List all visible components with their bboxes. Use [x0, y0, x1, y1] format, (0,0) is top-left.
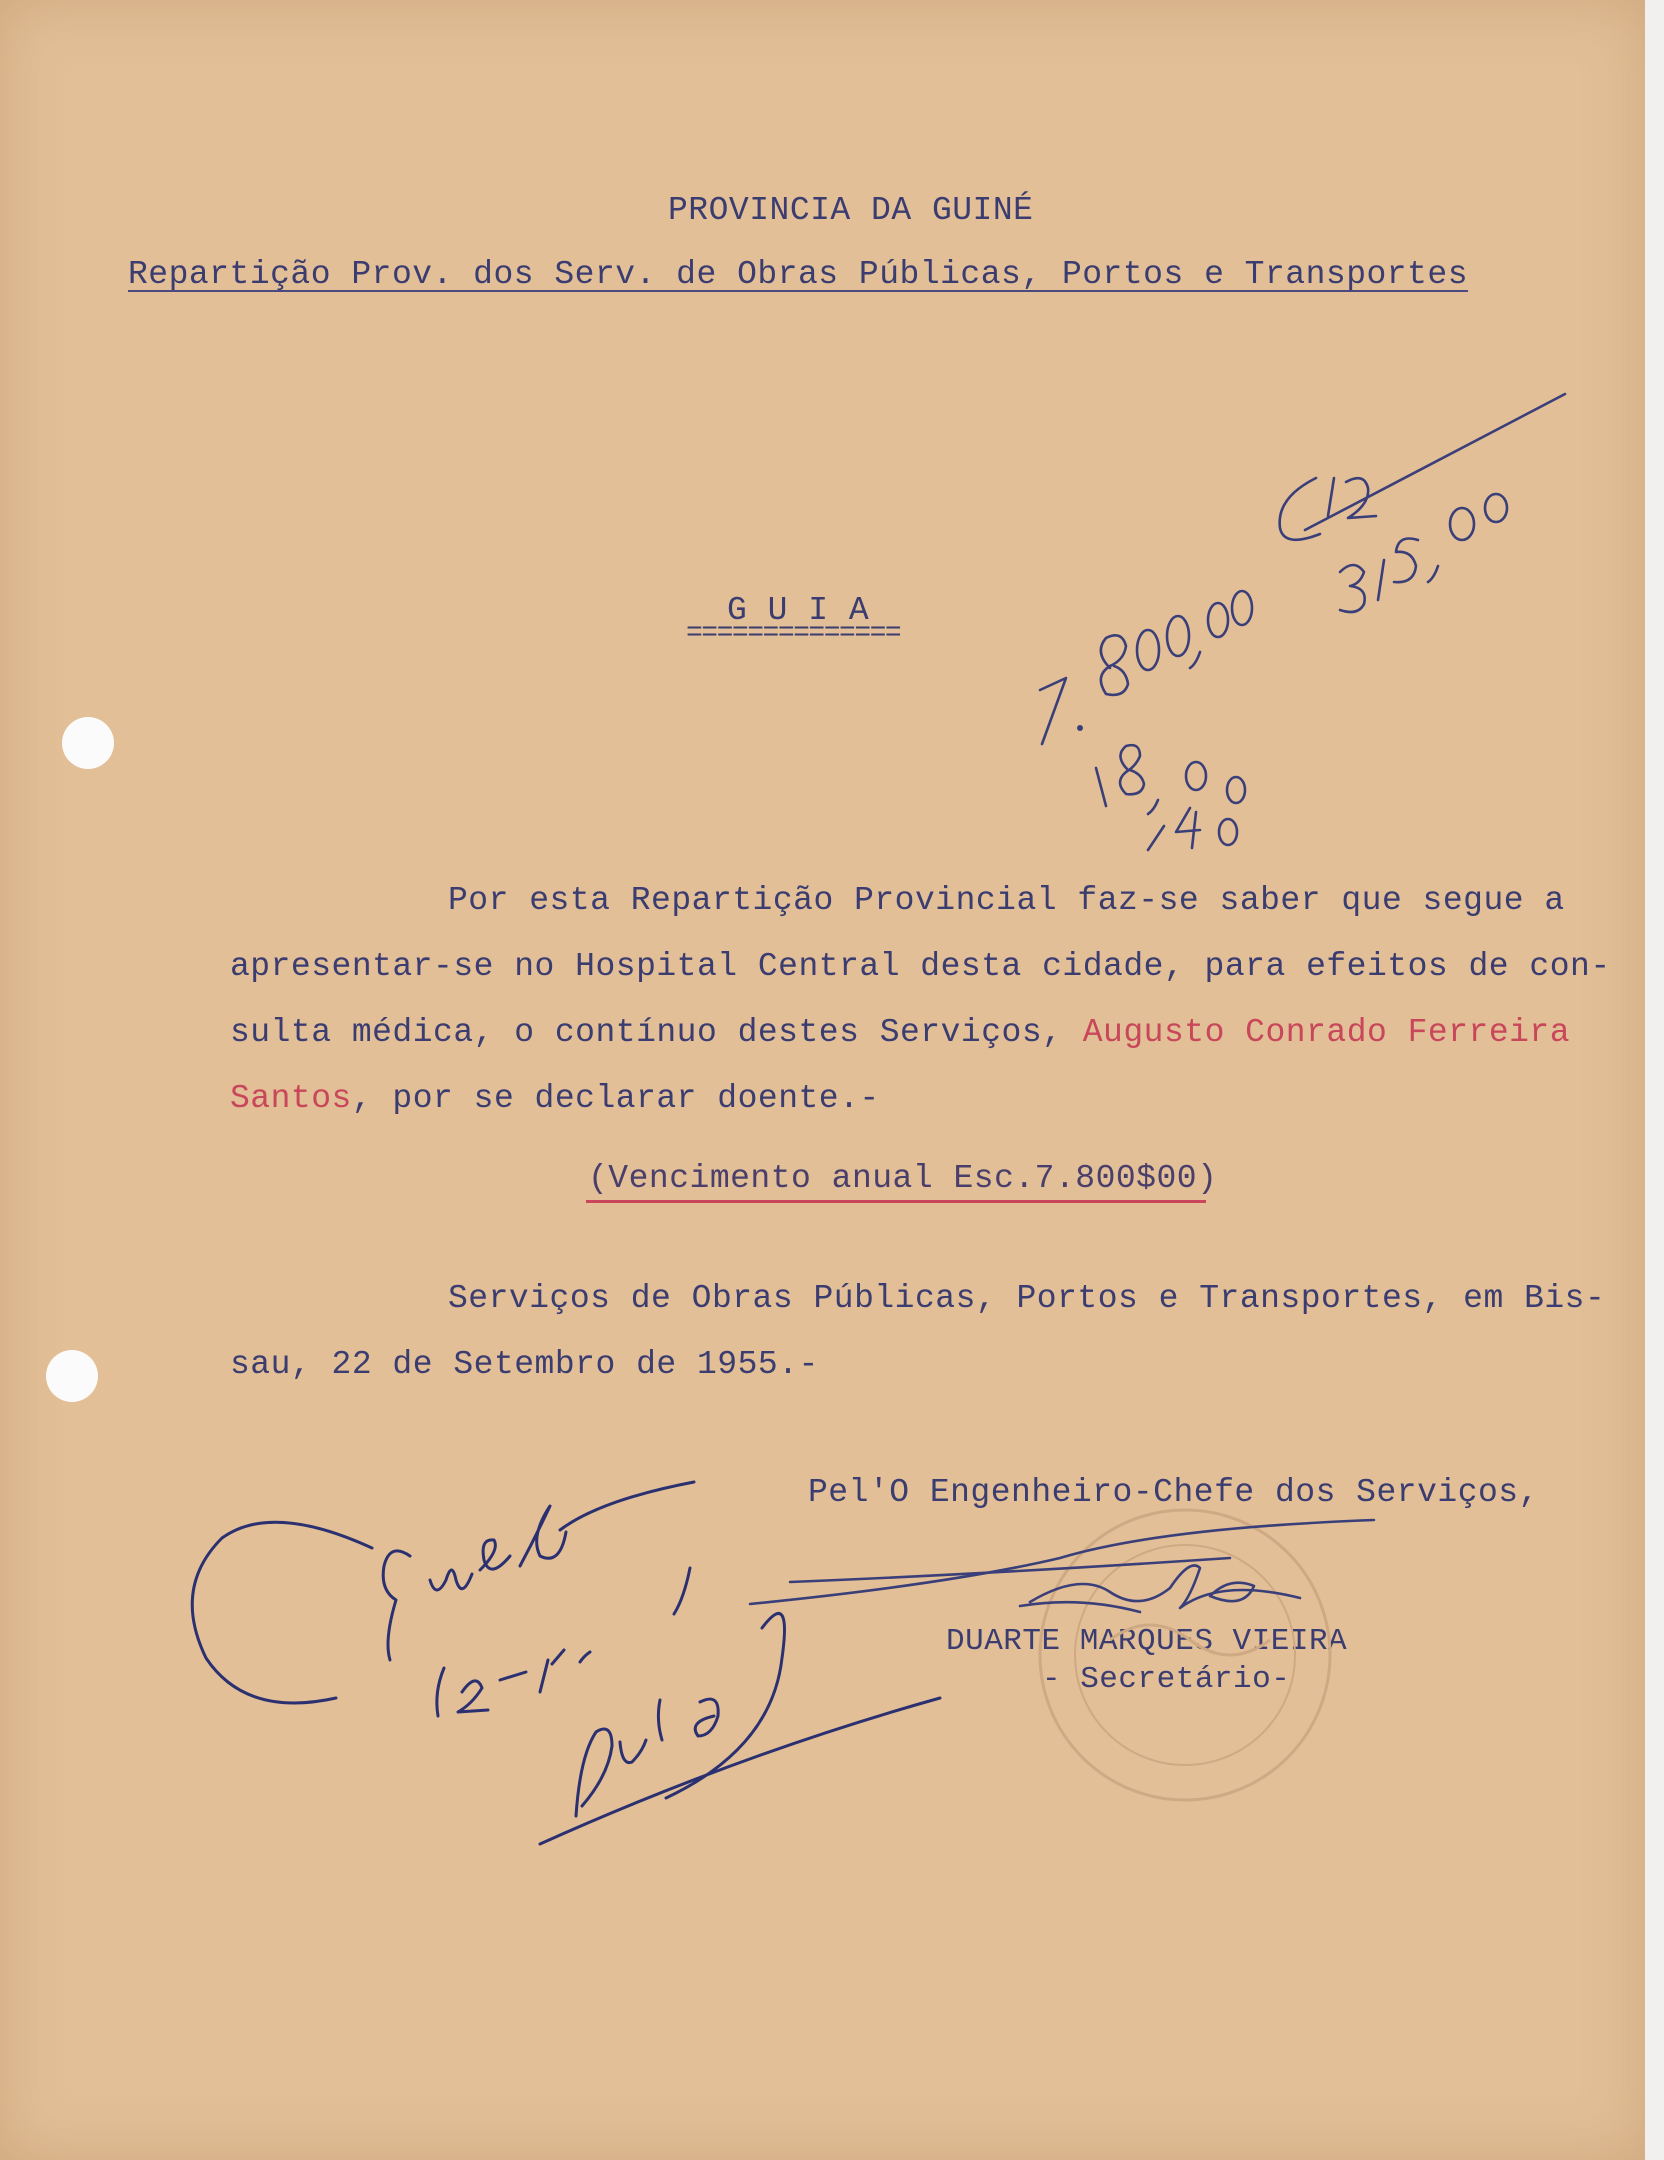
signatory-name: DUARTE MARQUES VIEIRA [946, 1624, 1348, 1659]
department-heading: Repartição Prov. dos Serv. de Obras Públicas, Portos e Transportes [128, 256, 1469, 293]
annotation-7800 [1040, 591, 1252, 744]
annotation-12 [1280, 394, 1565, 540]
official-signature [750, 1520, 1374, 1612]
title-double-rule: ============== [686, 618, 901, 649]
province-heading: PROVINCIA DA GUINÉ [668, 192, 1034, 229]
employee-name-part-2: Santos [230, 1080, 352, 1117]
handwritten-approval [192, 1482, 940, 1844]
signature-for-line: Pel'O Engenheiro-Chefe dos Serviços, [808, 1474, 1539, 1511]
embossed-seal [1040, 1510, 1330, 1800]
body-line-1: Por esta Repartição Provincial faz-se saber que segue a [448, 882, 1565, 919]
body-line-4-text: , por se declarar doente.- [351, 1080, 880, 1117]
employee-name-part-1: Augusto Conrado Ferreira [1082, 1014, 1571, 1051]
annotation-18 [1096, 745, 1245, 814]
closing-line-1: Serviços de Obras Públicas, Portos e Transportes, em Bis- [448, 1280, 1606, 1317]
signatory-role: - Secretário- [1042, 1662, 1291, 1697]
body-line-2: apresentar-se no Hospital Central desta cidade, para efeitos de con- [230, 948, 1611, 985]
document-title: G U I A [727, 592, 870, 629]
closing-line-2: sau, 22 de Setembro de 1955.- [230, 1346, 819, 1383]
annotation-315 [1340, 494, 1507, 612]
salary-line: (Vencimento anual Esc.7.800$00) [588, 1160, 1218, 1197]
body-line-3-text: sulta médica, o contínuo destes Serviços, [230, 1014, 1083, 1051]
annotation-40 [1148, 808, 1237, 850]
